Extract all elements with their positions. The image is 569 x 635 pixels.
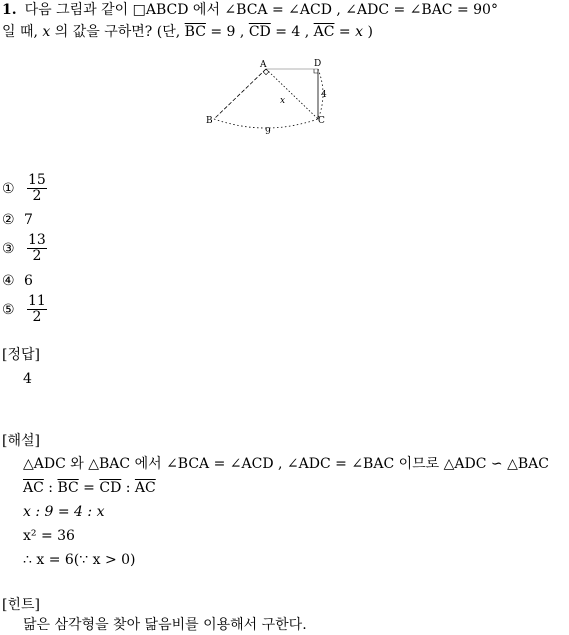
seg-ac-1: $\overline{AC}$ xyxy=(23,480,44,496)
choice-5-denominator: 2 xyxy=(32,309,42,325)
label-cd-4: 4 xyxy=(321,90,327,100)
segment-ac: $\overline{AC}$ xyxy=(313,24,335,40)
solution-body xyxy=(23,452,549,572)
bc-value: = 9 , xyxy=(205,24,249,40)
equals: = xyxy=(78,480,100,496)
ac-var: x xyxy=(355,24,364,40)
choice-2[interactable] xyxy=(2,212,33,228)
geometry-figure xyxy=(200,55,340,140)
question-line-1 xyxy=(2,0,498,20)
segment-ab xyxy=(214,69,266,119)
question-line-2 xyxy=(2,22,373,42)
label-bc-9: 9 xyxy=(265,127,271,137)
segment-bc: $\overline{BC}$ xyxy=(184,24,206,40)
label-a: A xyxy=(260,60,267,70)
choice-3-fraction xyxy=(27,233,47,264)
choice-5-fraction xyxy=(27,294,47,325)
choice-1-denominator: 2 xyxy=(32,188,42,204)
answer-value: 4 xyxy=(23,371,32,387)
question-number: 1. xyxy=(2,2,17,18)
solution-label: [해설] xyxy=(2,433,40,449)
choice-3[interactable] xyxy=(2,233,47,264)
segment-cd: $\overline{CD}$ xyxy=(248,24,271,40)
choice-5[interactable] xyxy=(2,294,47,325)
seg-ac-2: $\overline{AC}$ xyxy=(134,480,156,496)
choice-5-number: ⑤ xyxy=(2,301,15,318)
solution-line-2 xyxy=(23,476,549,500)
label-ac-x: x xyxy=(280,96,286,106)
segment-ac-line xyxy=(266,69,318,119)
question-text-1: 다음 그림과 같이 □ABCD 에서 ∠BCA = ∠ACD , ∠ADC = ∠BAC = 90° xyxy=(24,2,498,18)
label-c: C xyxy=(318,116,325,126)
question-text-2a: 일 때, xyxy=(2,24,43,40)
choice-5-numerator: 11 xyxy=(28,293,46,309)
label-d: D xyxy=(314,59,322,69)
solution-line-4: x² = 36 xyxy=(23,528,75,544)
answer-label: [정답] xyxy=(2,347,40,363)
hint-text: 닮은 삼각형을 찾아 닮음비를 이용해서 구한다. xyxy=(23,617,307,633)
seg-cd: $\overline{CD}$ xyxy=(99,480,122,496)
solution-line-5: ∴ x = 6(∵ x > 0) xyxy=(23,552,136,568)
choice-4-value: 6 xyxy=(24,273,33,289)
cd-value: = 4 , xyxy=(270,24,314,40)
ac-eq: = xyxy=(334,24,356,40)
question-close: ) xyxy=(363,24,373,40)
colon-2: : xyxy=(121,480,135,496)
choice-2-number: ② xyxy=(2,212,15,228)
colon-1: : xyxy=(43,480,58,496)
choice-1-fraction xyxy=(27,173,47,204)
solution-line-3: x : 9 = 4 : x xyxy=(23,504,105,520)
seg-bc: $\overline{BC}$ xyxy=(57,480,79,496)
choice-4-number: ④ xyxy=(2,273,15,289)
right-angle-d xyxy=(314,69,318,73)
var-x: x xyxy=(42,24,51,40)
choice-3-denominator: 2 xyxy=(32,248,42,264)
choice-3-numerator: 13 xyxy=(28,232,46,248)
hint-label: [힌트] xyxy=(2,597,40,613)
question-text-2b: 의 값을 구하면? (단, xyxy=(50,24,185,40)
choice-1[interactable] xyxy=(2,173,47,204)
choice-1-numerator: 15 xyxy=(28,172,46,188)
solution-line-1: △ADC 와 △BAC 에서 ∠BCA = ∠ACD , ∠ADC = ∠BAC 이므로 △ADC ∽ △BAC xyxy=(23,456,549,472)
label-b: B xyxy=(206,116,213,126)
choice-2-value: 7 xyxy=(24,212,33,228)
choice-1-number: ① xyxy=(2,180,15,197)
choice-3-number: ③ xyxy=(2,240,15,257)
choice-4[interactable] xyxy=(2,273,33,289)
